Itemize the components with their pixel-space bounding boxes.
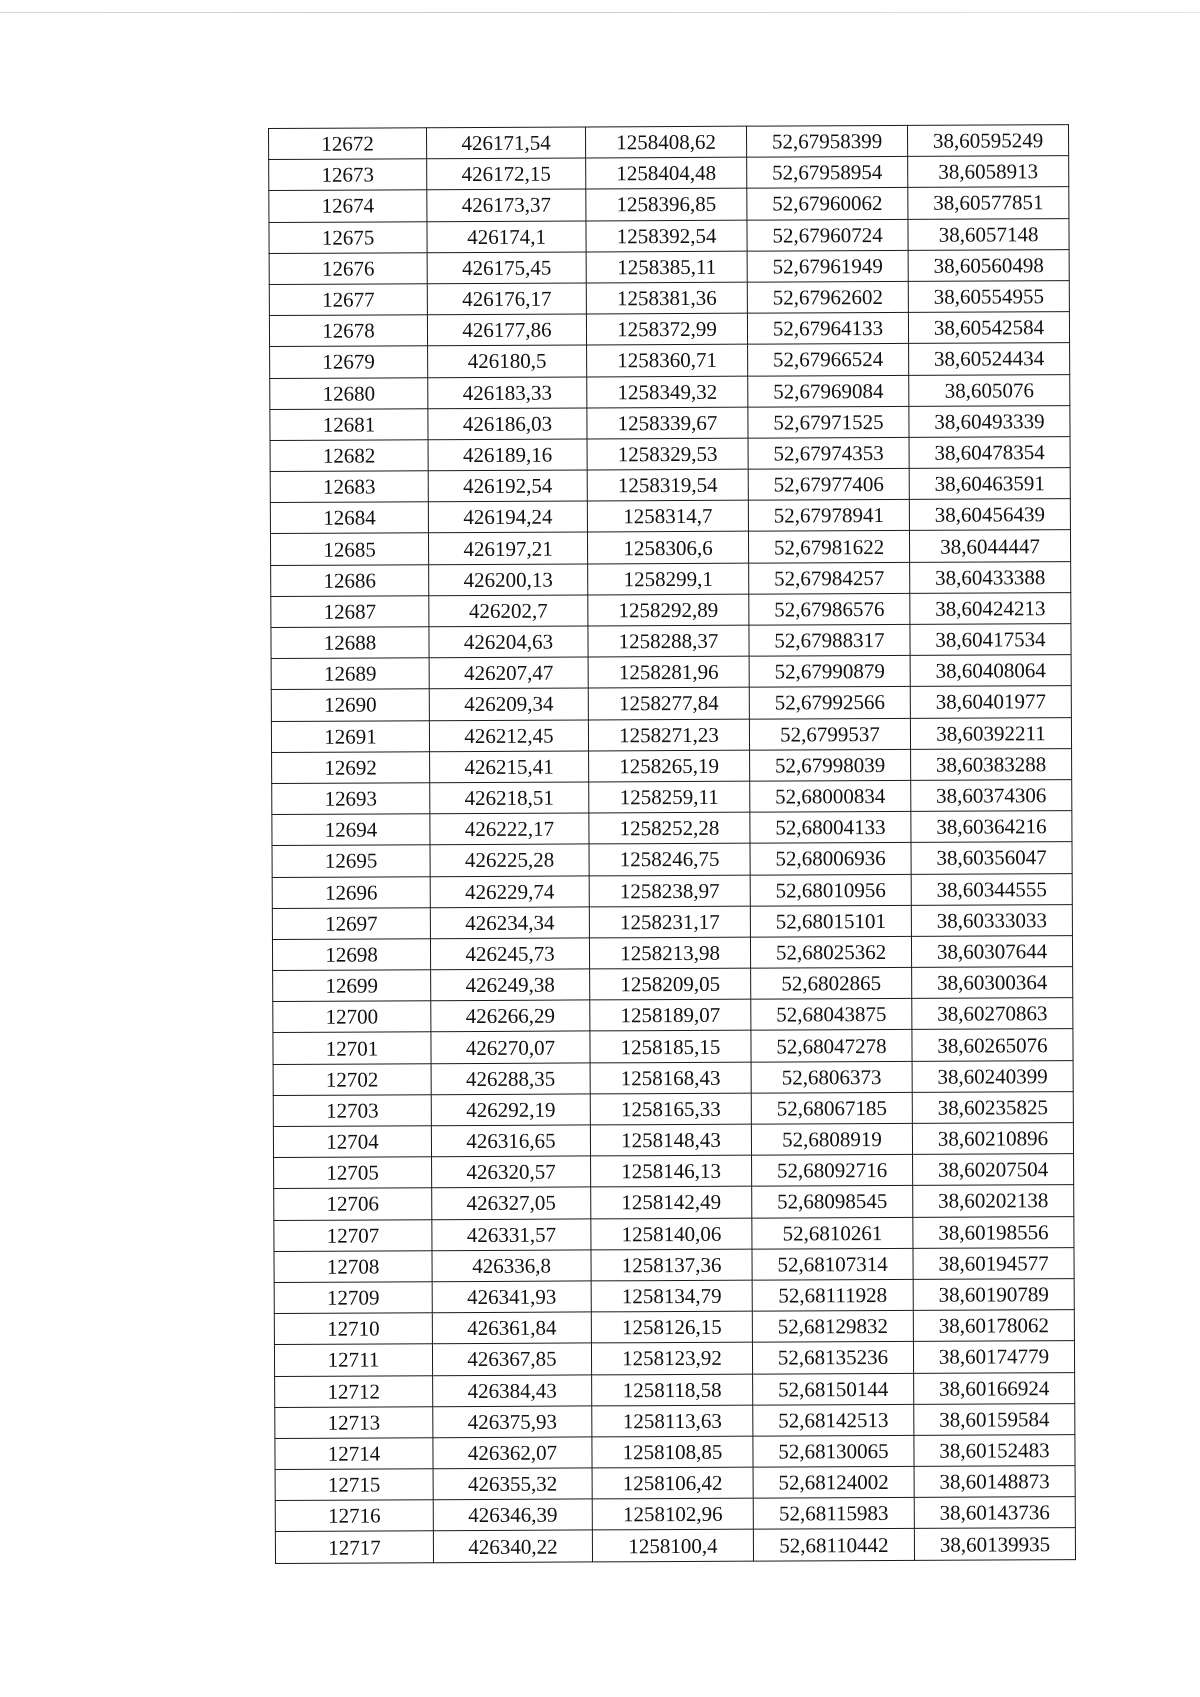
cell-longitude: 38,60265076 xyxy=(912,1029,1073,1061)
cell-longitude: 38,60524434 xyxy=(909,343,1070,375)
cell-y-coordinate: 1258404,48 xyxy=(586,157,747,189)
cell-longitude: 38,60333033 xyxy=(911,904,1072,936)
cell-latitude: 52,68150144 xyxy=(753,1373,914,1405)
cell-latitude: 52,6808919 xyxy=(751,1123,912,1155)
cell-point-number: 12681 xyxy=(270,408,428,440)
cell-x-coordinate: 426183,33 xyxy=(428,376,587,408)
cell-point-number: 12716 xyxy=(275,1500,433,1532)
cell-x-coordinate: 426186,03 xyxy=(428,408,587,440)
cell-y-coordinate: 1258277,84 xyxy=(588,688,749,720)
cell-longitude: 38,60493339 xyxy=(909,405,1070,437)
cell-x-coordinate: 426229,74 xyxy=(430,875,589,907)
cell-longitude: 38,60207504 xyxy=(913,1154,1074,1186)
cell-y-coordinate: 1258168,43 xyxy=(590,1062,751,1094)
cell-y-coordinate: 1258246,75 xyxy=(589,843,750,875)
cell-point-number: 12706 xyxy=(274,1188,432,1220)
cell-x-coordinate: 426192,54 xyxy=(428,470,587,502)
cell-x-coordinate: 426362,07 xyxy=(433,1437,592,1469)
table-row xyxy=(272,811,1072,846)
cell-x-coordinate: 426340,22 xyxy=(433,1530,592,1562)
cell-y-coordinate: 1258314,7 xyxy=(587,500,748,532)
cell-longitude: 38,60401977 xyxy=(910,686,1071,718)
cell-latitude: 52,68098545 xyxy=(752,1186,913,1218)
cell-longitude: 38,60152483 xyxy=(914,1434,1075,1466)
cell-y-coordinate: 1258381,36 xyxy=(586,282,747,314)
document-page xyxy=(268,128,1068,1564)
cell-point-number: 12675 xyxy=(269,221,427,253)
cell-longitude: 38,60408064 xyxy=(910,655,1071,687)
cell-y-coordinate: 1258108,85 xyxy=(592,1436,753,1468)
cell-point-number: 12693 xyxy=(272,783,430,815)
cell-x-coordinate: 426176,17 xyxy=(427,283,586,315)
cell-y-coordinate: 1258288,37 xyxy=(588,625,749,657)
table-row xyxy=(270,374,1070,409)
table-row xyxy=(275,1497,1075,1532)
cell-x-coordinate: 426361,84 xyxy=(432,1312,591,1344)
cell-longitude: 38,60417534 xyxy=(910,624,1071,656)
cell-y-coordinate: 1258126,15 xyxy=(591,1311,752,1343)
cell-longitude: 38,60374306 xyxy=(911,780,1072,812)
cell-longitude: 38,60240399 xyxy=(912,1060,1073,1092)
cell-longitude: 38,60148873 xyxy=(914,1466,1075,1498)
cell-y-coordinate: 1258118,58 xyxy=(592,1374,753,1406)
table-row xyxy=(275,1434,1075,1469)
table-row xyxy=(275,1466,1075,1501)
cell-x-coordinate: 426375,93 xyxy=(433,1406,592,1438)
cell-longitude: 38,6057148 xyxy=(908,218,1069,250)
cell-longitude: 38,60344555 xyxy=(911,873,1072,905)
cell-latitude: 52,67962602 xyxy=(747,281,908,313)
cell-longitude: 38,605076 xyxy=(909,374,1070,406)
table-row xyxy=(270,499,1070,534)
cell-y-coordinate: 1258329,53 xyxy=(587,438,748,470)
cell-x-coordinate: 426202,7 xyxy=(429,595,588,627)
cell-y-coordinate: 1258265,19 xyxy=(589,750,750,782)
cell-longitude: 38,60139935 xyxy=(914,1528,1075,1560)
cell-longitude: 38,60270863 xyxy=(912,998,1073,1030)
cell-latitude: 52,67978941 xyxy=(748,500,909,532)
cell-x-coordinate: 426180,5 xyxy=(428,345,587,377)
cell-x-coordinate: 426266,29 xyxy=(431,1000,590,1032)
cell-y-coordinate: 1258185,15 xyxy=(590,1031,751,1063)
cell-x-coordinate: 426225,28 xyxy=(430,844,589,876)
cell-latitude: 52,67986576 xyxy=(749,593,910,625)
cell-point-number: 12689 xyxy=(271,658,429,690)
cell-latitude: 52,67958399 xyxy=(746,125,907,157)
cell-point-number: 12697 xyxy=(272,907,430,939)
cell-y-coordinate: 1258165,33 xyxy=(590,1093,751,1125)
cell-x-coordinate: 426174,1 xyxy=(427,221,586,253)
table-row xyxy=(271,686,1071,721)
cell-latitude: 52,68107314 xyxy=(752,1248,913,1280)
cell-longitude: 38,60174779 xyxy=(913,1341,1074,1373)
table-row xyxy=(275,1403,1075,1438)
cell-y-coordinate: 1258142,49 xyxy=(591,1187,752,1219)
cell-y-coordinate: 1258213,98 xyxy=(589,937,750,969)
cell-longitude: 38,60478354 xyxy=(909,436,1070,468)
cell-point-number: 12684 xyxy=(270,502,428,534)
cell-x-coordinate: 426175,45 xyxy=(427,252,586,284)
cell-latitude: 52,6799537 xyxy=(749,718,910,750)
cell-longitude: 38,60392211 xyxy=(910,717,1071,749)
cell-longitude: 38,60235825 xyxy=(912,1091,1073,1123)
cell-longitude: 38,60178062 xyxy=(913,1310,1074,1342)
cell-x-coordinate: 426172,15 xyxy=(427,158,586,190)
table-row xyxy=(273,967,1073,1002)
cell-x-coordinate: 426222,17 xyxy=(430,813,589,845)
cell-latitude: 52,68067185 xyxy=(751,1092,912,1124)
table-row xyxy=(271,592,1071,627)
cell-x-coordinate: 426249,38 xyxy=(431,969,590,1001)
cell-point-number: 12682 xyxy=(270,440,428,472)
cell-point-number: 12699 xyxy=(273,970,431,1002)
cell-latitude: 52,67990879 xyxy=(749,656,910,688)
cell-y-coordinate: 1258319,54 xyxy=(587,469,748,501)
cell-point-number: 12698 xyxy=(272,939,430,971)
cell-point-number: 12694 xyxy=(272,814,430,846)
cell-point-number: 12702 xyxy=(273,1063,431,1095)
table-row xyxy=(272,748,1072,783)
table-row xyxy=(273,1091,1073,1126)
cell-latitude: 52,67958954 xyxy=(747,157,908,189)
cell-x-coordinate: 426341,93 xyxy=(432,1281,591,1313)
cell-point-number: 12685 xyxy=(270,533,428,565)
cell-latitude: 52,6810261 xyxy=(752,1217,913,1249)
table-row xyxy=(274,1185,1074,1220)
cell-longitude: 38,60190789 xyxy=(913,1279,1074,1311)
cell-longitude: 38,60364216 xyxy=(911,811,1072,843)
table-row xyxy=(271,561,1071,596)
cell-latitude: 52,68006936 xyxy=(750,843,911,875)
table-row xyxy=(270,405,1070,440)
cell-y-coordinate: 1258231,17 xyxy=(589,906,750,938)
cell-y-coordinate: 1258271,23 xyxy=(588,719,749,751)
cell-point-number: 12691 xyxy=(271,720,429,752)
cell-x-coordinate: 426200,13 xyxy=(429,564,588,596)
cell-y-coordinate: 1258349,32 xyxy=(587,376,748,408)
cell-x-coordinate: 426336,8 xyxy=(432,1250,591,1282)
cell-y-coordinate: 1258148,43 xyxy=(590,1124,751,1156)
cell-longitude: 38,60210896 xyxy=(912,1123,1073,1155)
cell-latitude: 52,68142513 xyxy=(753,1404,914,1436)
cell-point-number: 12704 xyxy=(273,1126,431,1158)
cell-longitude: 38,6058913 xyxy=(908,156,1069,188)
table-row xyxy=(269,187,1069,222)
cell-point-number: 12714 xyxy=(275,1438,433,1470)
cell-latitude: 52,68015101 xyxy=(750,905,911,937)
cell-point-number: 12715 xyxy=(275,1469,433,1501)
table-row xyxy=(272,780,1072,815)
cell-latitude: 52,68025362 xyxy=(750,936,911,968)
cell-y-coordinate: 1258134,79 xyxy=(591,1280,752,1312)
cell-y-coordinate: 1258113,63 xyxy=(592,1405,753,1437)
cell-latitude: 52,68130065 xyxy=(753,1435,914,1467)
cell-latitude: 52,6802865 xyxy=(751,967,912,999)
cell-x-coordinate: 426288,35 xyxy=(431,1063,590,1095)
cell-point-number: 12696 xyxy=(272,876,430,908)
cell-longitude: 38,60383288 xyxy=(911,748,1072,780)
cell-point-number: 12707 xyxy=(274,1219,432,1251)
table-row xyxy=(274,1216,1074,1251)
cell-longitude: 38,60463591 xyxy=(909,468,1070,500)
table-row xyxy=(272,873,1072,908)
cell-x-coordinate: 426204,63 xyxy=(429,626,588,658)
cell-x-coordinate: 426384,43 xyxy=(433,1374,592,1406)
cell-x-coordinate: 426212,45 xyxy=(429,720,588,752)
cell-y-coordinate: 1258137,36 xyxy=(591,1249,752,1281)
table-row xyxy=(274,1310,1074,1345)
cell-point-number: 12705 xyxy=(274,1157,432,1189)
cell-longitude: 38,60554955 xyxy=(908,281,1069,313)
cell-x-coordinate: 426173,37 xyxy=(427,189,586,221)
cell-y-coordinate: 1258238,97 xyxy=(589,875,750,907)
cell-y-coordinate: 1258299,1 xyxy=(588,563,749,595)
cell-point-number: 12713 xyxy=(275,1406,433,1438)
cell-longitude: 38,60433388 xyxy=(910,561,1071,593)
cell-latitude: 52,67964133 xyxy=(747,312,908,344)
cell-latitude: 52,67981622 xyxy=(748,531,909,563)
cell-y-coordinate: 1258140,06 xyxy=(591,1218,752,1250)
cell-longitude: 38,60577851 xyxy=(908,187,1069,219)
cell-point-number: 12701 xyxy=(273,1032,431,1064)
table-row xyxy=(271,655,1071,690)
cell-y-coordinate: 1258106,42 xyxy=(592,1467,753,1499)
cell-longitude: 38,60424213 xyxy=(910,592,1071,624)
cell-point-number: 12708 xyxy=(274,1250,432,1282)
table-row xyxy=(274,1279,1074,1314)
table-row xyxy=(269,312,1069,347)
cell-x-coordinate: 426215,41 xyxy=(430,751,589,783)
table-row xyxy=(273,998,1073,1033)
cell-point-number: 12692 xyxy=(272,751,430,783)
table-row xyxy=(275,1528,1075,1563)
table-row xyxy=(269,218,1069,253)
cell-longitude: 38,60300364 xyxy=(912,967,1073,999)
cell-latitude: 52,67998039 xyxy=(750,749,911,781)
cell-latitude: 52,68047278 xyxy=(751,1030,912,1062)
cell-y-coordinate: 1258252,28 xyxy=(589,812,750,844)
cell-point-number: 12686 xyxy=(271,564,429,596)
cell-y-coordinate: 1258306,6 xyxy=(587,532,748,564)
cell-longitude: 38,60356047 xyxy=(911,842,1072,874)
cell-x-coordinate: 426171,54 xyxy=(427,127,586,159)
cell-x-coordinate: 426234,34 xyxy=(430,907,589,939)
cell-point-number: 12676 xyxy=(269,252,427,284)
cell-point-number: 12674 xyxy=(269,190,427,222)
cell-y-coordinate: 1258281,96 xyxy=(588,656,749,688)
cell-latitude: 52,67966524 xyxy=(748,344,909,376)
cell-latitude: 52,68004133 xyxy=(750,811,911,843)
cell-y-coordinate: 1258259,11 xyxy=(589,781,750,813)
cell-y-coordinate: 1258100,4 xyxy=(592,1530,753,1562)
cell-longitude: 38,60143736 xyxy=(914,1497,1075,1529)
cell-latitude: 52,68010956 xyxy=(750,874,911,906)
cell-point-number: 12717 xyxy=(275,1531,433,1563)
cell-latitude: 52,68124002 xyxy=(753,1466,914,1498)
cell-latitude: 52,67971525 xyxy=(748,406,909,438)
cell-longitude: 38,6044447 xyxy=(909,530,1070,562)
cell-x-coordinate: 426270,07 xyxy=(431,1031,590,1063)
cell-x-coordinate: 426189,16 xyxy=(428,439,587,471)
cell-longitude: 38,60194577 xyxy=(913,1247,1074,1279)
cell-latitude: 52,67984257 xyxy=(749,562,910,594)
cell-x-coordinate: 426292,19 xyxy=(431,1094,590,1126)
cell-latitude: 52,68135236 xyxy=(752,1342,913,1374)
cell-point-number: 12711 xyxy=(274,1344,432,1376)
table-row xyxy=(269,125,1069,160)
cell-x-coordinate: 426327,05 xyxy=(432,1187,591,1219)
table-row xyxy=(269,156,1069,191)
cell-x-coordinate: 426331,57 xyxy=(432,1218,591,1250)
cell-x-coordinate: 426355,32 xyxy=(433,1468,592,1500)
cell-longitude: 38,60198556 xyxy=(913,1216,1074,1248)
cell-latitude: 52,68092716 xyxy=(752,1155,913,1187)
cell-x-coordinate: 426218,51 xyxy=(430,782,589,814)
cell-latitude: 52,67988317 xyxy=(749,624,910,656)
cell-y-coordinate: 1258189,07 xyxy=(590,999,751,1031)
cell-point-number: 12679 xyxy=(270,346,428,378)
cell-point-number: 12703 xyxy=(273,1095,431,1127)
cell-x-coordinate: 426316,65 xyxy=(431,1125,590,1157)
cell-x-coordinate: 426346,39 xyxy=(433,1499,592,1531)
cell-y-coordinate: 1258339,67 xyxy=(587,407,748,439)
cell-point-number: 12673 xyxy=(269,159,427,191)
cell-y-coordinate: 1258408,62 xyxy=(585,126,746,158)
cell-point-number: 12677 xyxy=(269,284,427,316)
cell-point-number: 12678 xyxy=(269,315,427,347)
cell-latitude: 52,68129832 xyxy=(752,1310,913,1342)
cell-y-coordinate: 1258146,13 xyxy=(591,1155,752,1187)
cell-point-number: 12687 xyxy=(271,596,429,628)
table-row xyxy=(271,717,1071,752)
table-row xyxy=(272,935,1072,970)
cell-longitude: 38,60542584 xyxy=(908,312,1069,344)
coordinates-table-body xyxy=(269,125,1076,1564)
cell-y-coordinate: 1258392,54 xyxy=(586,220,747,252)
table-row xyxy=(269,281,1069,316)
cell-latitude: 52,68043875 xyxy=(751,999,912,1031)
cell-longitude: 38,60307644 xyxy=(911,935,1072,967)
cell-latitude: 52,68111928 xyxy=(752,1279,913,1311)
cell-latitude: 52,67974353 xyxy=(748,437,909,469)
cell-y-coordinate: 1258292,89 xyxy=(588,594,749,626)
table-row xyxy=(272,842,1072,877)
cell-y-coordinate: 1258396,85 xyxy=(586,189,747,221)
table-row xyxy=(270,530,1070,565)
table-row xyxy=(275,1372,1075,1407)
cell-y-coordinate: 1258360,71 xyxy=(587,344,748,376)
cell-longitude: 38,60560498 xyxy=(908,249,1069,281)
cell-x-coordinate: 426177,86 xyxy=(427,314,586,346)
cell-latitude: 52,67969084 xyxy=(748,375,909,407)
cell-point-number: 12690 xyxy=(271,689,429,721)
table-row xyxy=(270,468,1070,503)
cell-longitude: 38,60166924 xyxy=(914,1372,1075,1404)
cell-latitude: 52,68110442 xyxy=(753,1529,914,1561)
cell-latitude: 52,67961949 xyxy=(747,250,908,282)
cell-x-coordinate: 426320,57 xyxy=(432,1156,591,1188)
table-row xyxy=(273,1029,1073,1064)
cell-point-number: 12672 xyxy=(269,128,427,160)
cell-latitude: 52,68115983 xyxy=(753,1498,914,1530)
table-row xyxy=(272,904,1072,939)
table-row xyxy=(269,249,1069,284)
cell-latitude: 52,68000834 xyxy=(750,780,911,812)
cell-x-coordinate: 426197,21 xyxy=(428,532,587,564)
table-row xyxy=(274,1341,1074,1376)
cell-x-coordinate: 426367,85 xyxy=(432,1343,591,1375)
cell-latitude: 52,67992566 xyxy=(749,687,910,719)
cell-point-number: 12680 xyxy=(270,377,428,409)
cell-longitude: 38,60595249 xyxy=(907,125,1068,157)
cell-point-number: 12695 xyxy=(272,845,430,877)
cell-latitude: 52,67960062 xyxy=(747,188,908,220)
cell-longitude: 38,60159584 xyxy=(914,1403,1075,1435)
coordinates-table xyxy=(268,124,1076,1564)
cell-point-number: 12710 xyxy=(274,1313,432,1345)
cell-x-coordinate: 426245,73 xyxy=(430,938,589,970)
cell-x-coordinate: 426209,34 xyxy=(429,688,588,720)
table-row xyxy=(270,436,1070,471)
cell-y-coordinate: 1258123,92 xyxy=(591,1342,752,1374)
cell-x-coordinate: 426194,24 xyxy=(428,501,587,533)
table-row xyxy=(273,1123,1073,1158)
cell-y-coordinate: 1258372,99 xyxy=(586,313,747,345)
cell-point-number: 12688 xyxy=(271,627,429,659)
cell-longitude: 38,60456439 xyxy=(909,499,1070,531)
table-row xyxy=(271,624,1071,659)
table-row xyxy=(274,1154,1074,1189)
table-row xyxy=(273,1060,1073,1095)
cell-point-number: 12709 xyxy=(274,1282,432,1314)
cell-y-coordinate: 1258385,11 xyxy=(586,251,747,283)
cell-y-coordinate: 1258102,96 xyxy=(592,1498,753,1530)
table-row xyxy=(270,343,1070,378)
cell-latitude: 52,6806373 xyxy=(751,1061,912,1093)
cell-point-number: 12712 xyxy=(275,1375,433,1407)
cell-point-number: 12683 xyxy=(270,471,428,503)
cell-x-coordinate: 426207,47 xyxy=(429,657,588,689)
cell-y-coordinate: 1258209,05 xyxy=(590,968,751,1000)
cell-longitude: 38,60202138 xyxy=(913,1185,1074,1217)
scan-edge-line xyxy=(0,12,1200,13)
cell-latitude: 52,67977406 xyxy=(748,468,909,500)
cell-latitude: 52,67960724 xyxy=(747,219,908,251)
table-row xyxy=(274,1247,1074,1282)
cell-point-number: 12700 xyxy=(273,1001,431,1033)
